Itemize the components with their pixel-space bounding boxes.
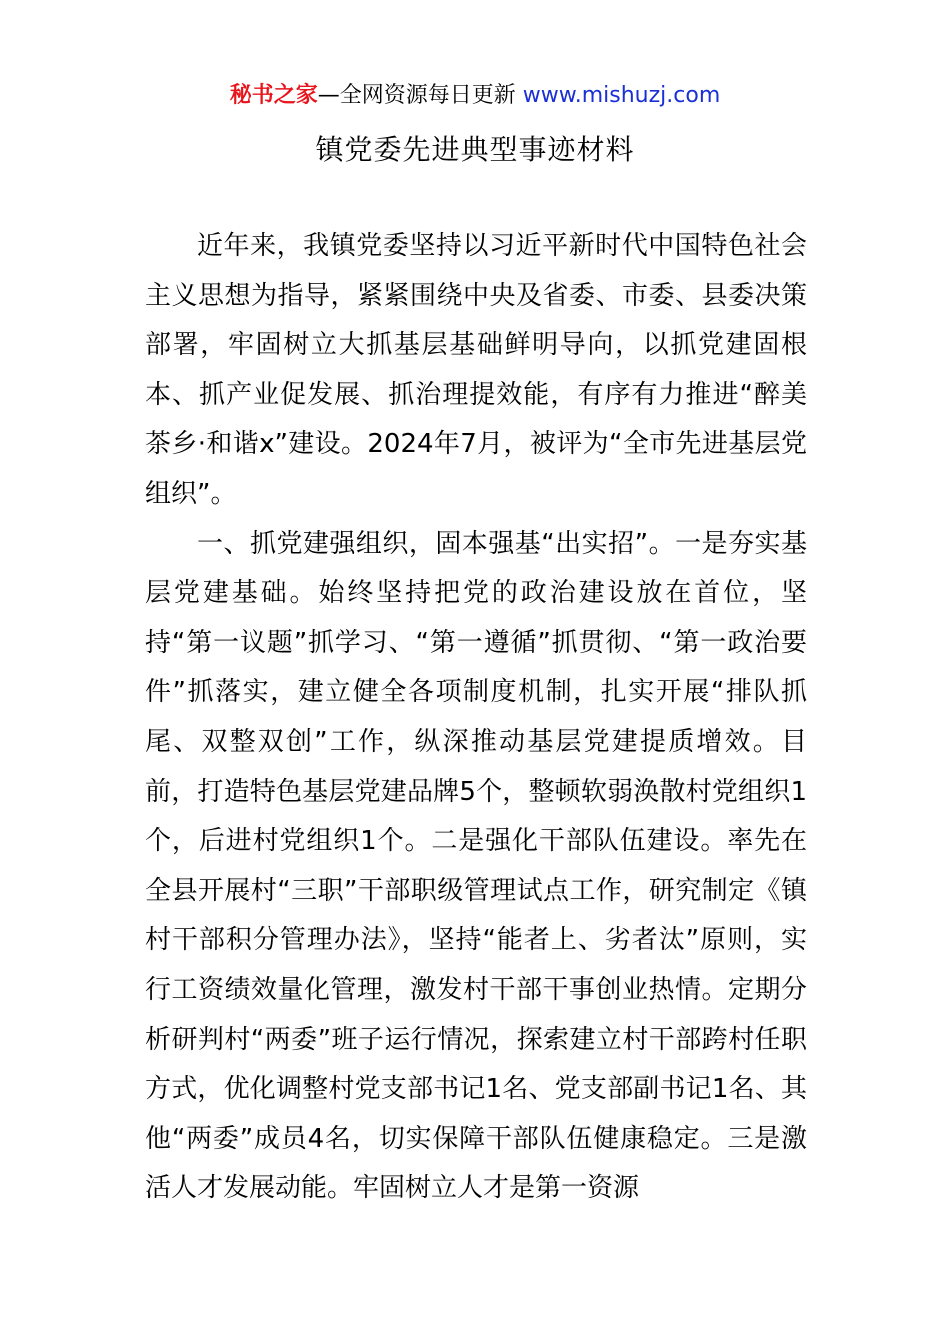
paragraph-section-1: 一、抓党建强组织，固本强基“出实招”。一是夯实基层党建基础。始终坚持把党的政治建设放在首位，坚持“第一议题”抓学习、“第一遵循”抓贯彻、“第一政治要件”抓落实，建立健全各项制度机制，扎实开展“排队抓尾、双整双创”工作，纵深推动基层党建提质增效。目前，打造特色基层党建品牌5个，整顿软弱涣散村党组织1个，后进村党组织1个。二是强化干部队伍建设。率先在全县开展村“三职”干部职级管理试点工作，研究制定《镇村干部积分管理办法》，坚持“能者上、劣者汰”原则，实行工资绩效量化管理，激发村干部干事创业热情。定期分析研判村“两委”班子运行情况，探索建立村干部跨村任职方式，优化调整村党支部书记1名、党支部副书记1名、其他“两委”成员4名，切实保障干部队伍健康稳定。三是激活人才发展动能。牢固树立人才是第一资源 — [145, 528, 807, 1204]
site-header — [0, 80, 950, 112]
document-title: 镇党委先进典型事迹材料 — [315, 133, 635, 166]
paragraph-intro: 近年来，我镇党委坚持以习近平新时代中国特色社会主义思想为指导，紧紧围绕中央及省委、市委、县委决策部署，牢固树立大抓基层基础鲜明导向，以抓党建固根本、抓产业促发展、抓治理提效能，有序有力推进“醉美茶乡·和谐x”建设。2024年7月，被评为“全市先进基层党组织”。 — [145, 231, 807, 509]
site-url-link[interactable]: www.mishuzj.com — [522, 83, 721, 108]
header-tagline: —全网资源每日更新 — [317, 83, 523, 108]
document-body — [145, 222, 807, 1214]
brand-name: 秘书之家 — [229, 83, 318, 108]
